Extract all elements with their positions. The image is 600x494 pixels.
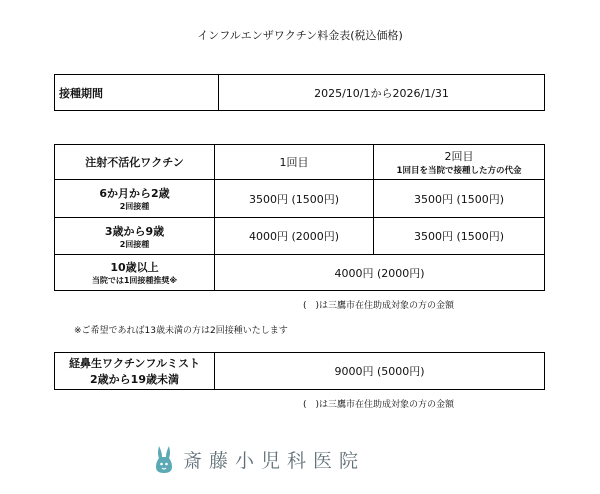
first-dose-price: 4000円 (2000円) [215,218,374,255]
header-second-dose [374,145,545,180]
nasal-price: 9000円 (5000円) [215,353,545,390]
age-range: 10歳以上 [110,261,159,274]
age-cell [55,218,215,255]
age-range: 3歳から9歳 [104,224,165,238]
dose-note: 2回接種 [119,202,150,211]
nasal-age-range: 2歳から19歳未満 [90,373,179,386]
page-title: インフルエンザワクチン料金表(税込価格) [197,29,403,42]
table-header-row [55,145,545,180]
table-row [55,255,545,291]
single-dose-price: 4000円 (2000円) [215,255,545,291]
dose-note: 2回接種 [119,239,150,249]
header-first-dose: 1回目 [215,145,374,180]
nasal-vaccine-name: 経鼻生ワクチンフルミスト [68,357,200,370]
second-dose-price: 3500円 (1500円) [374,218,545,255]
clinic-name: 斎藤小児科医院 [183,449,366,472]
nasal-vaccine-cell [55,353,215,390]
period-value: 2025/10/1から2026/1/31 [219,75,545,111]
clinic-logo [153,444,365,474]
table-row [55,180,545,218]
table-row [55,218,545,255]
period-label: 接種期間 [55,75,219,111]
dose-note: 当院では1回接種推奨※ [91,276,178,285]
age-range: 6か月から2歳 [99,187,170,200]
table-row [55,353,545,390]
injection-price-table [54,144,545,291]
subsidy-footnote: ( )は三鷹市在住助成対象の方の金額 [303,400,455,410]
header-vaccine-type: 注射不活化ワクチン [55,145,215,180]
header-second-dose-title: 2回目 [444,150,474,163]
subsidy-footnote: ( )は三鷹市在住助成対象の方の金額 [303,301,455,311]
age-cell [55,255,215,291]
asterisk-note: ※ご希望であれば13歳未満の方は2回接種いたします [74,326,288,336]
second-dose-price: 3500円 (1500円) [374,180,545,218]
rabbit-logo-icon [153,444,175,474]
nasal-price-table [54,352,545,390]
age-cell [55,180,215,218]
header-second-dose-note: 1回目を当院で接種した方の代金 [396,166,522,176]
first-dose-price: 3500円 (1500円) [215,180,374,218]
period-table [54,74,545,111]
